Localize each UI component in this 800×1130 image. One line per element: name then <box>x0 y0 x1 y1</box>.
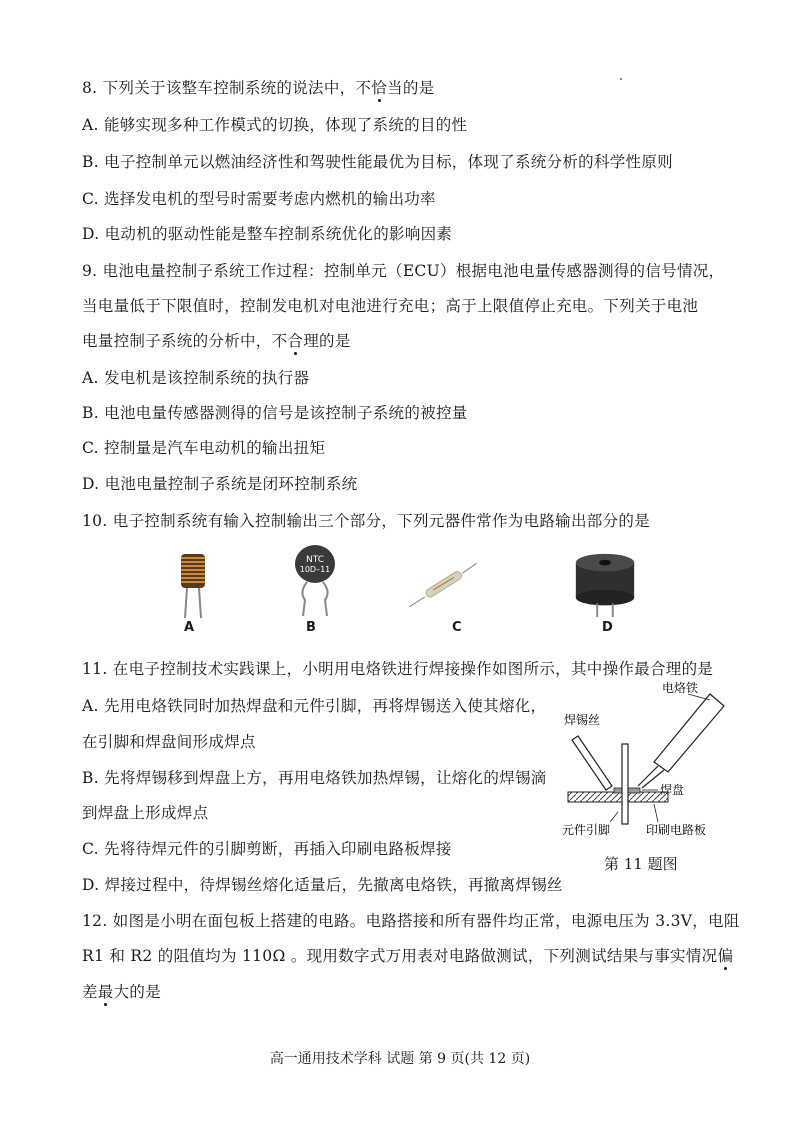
q8-stem-end: 的是 <box>402 79 435 97</box>
component-pin-shape <box>622 744 628 824</box>
q12-stem-end: 的是 <box>129 983 162 1001</box>
option-d-label: D <box>602 620 613 635</box>
q8-option-b: B. 电子控制单元以燃油经济性和驾驶性能最优为目标，体现了系统分析的科学性原则 <box>82 153 673 171</box>
q11-option-a-line1: A. 先用电烙铁同时加热焊盘和元件引脚，再将焊锡送入使其熔化， <box>82 697 547 715</box>
solder-wire-label: 焊锡丝 <box>564 713 601 727</box>
q9-option-d: D. 电池电量控制子系统是闭环控制系统 <box>82 475 358 493</box>
q12-stem-emphasis-1: 偏 <box>717 947 734 965</box>
q9-stem-text: 电量控制子系统的分析中， <box>82 332 272 350</box>
q12-stem-emphasis-2: 差最大 <box>82 983 130 1001</box>
q11-option-a-line2: 在引脚和焊盘间形成焊点 <box>82 733 256 751</box>
q11-option-b-line1: B. 先将焊锡移到焊盘上方，再用电烙铁加热焊锡，让熔化的焊锡滴 <box>82 769 547 787</box>
q8-stem-emphasis: 不恰当 <box>355 79 403 97</box>
q8-option-d: D. 电动机的驱动性能是整车控制系统优化的影响因素 <box>82 225 453 243</box>
q9-stem-line2: 当电量低于下限值时，控制发电机对电池进行充电；高于上限值停止充电。下列关于电池 <box>82 297 699 315</box>
q9-option-b: B. 电池电量传感器测得的信号是该控制子系统的被控量 <box>82 404 468 422</box>
q11-option-b-line2: 到焊盘上形成焊点 <box>82 804 209 822</box>
q10-stem: 10. 电子控制系统有输入控制输出三个部分，下列元器件常作为电路输出部分的是 <box>82 512 650 530</box>
scan-mark <box>620 78 622 80</box>
q9-stem-line1: 9. 电池电量控制子系统工作过程：控制单元（ECU）根据电池电量传感器测得的信号情况， <box>82 262 725 280</box>
ntc-label-top: NTC <box>306 555 324 565</box>
option-a-label: A <box>184 620 195 635</box>
soldering-iron-shape <box>654 694 724 772</box>
buzzer-image <box>570 548 640 620</box>
q8-stem <box>82 76 434 98</box>
q11-stem: 11. 在电子控制技术实践课上，小明用电烙铁进行焊接操作如图所示，其中操作最合理的是 <box>82 660 714 678</box>
page-footer: 高一通用技术学科 试题 第 9 页(共 12 页) <box>269 1051 531 1067</box>
q9-option-a: A. 发电机是该控制系统的执行器 <box>82 369 310 387</box>
q9-stem-end: 的是 <box>319 332 351 350</box>
solder-wire-shape <box>572 736 612 790</box>
q12-stem-text: R1 和 R2 的阻值均为 110Ω 。现用数字式万用表对电路做测试，下列测试结果与事实情况 <box>82 947 718 965</box>
iron-label: 电烙铁 <box>662 681 699 695</box>
q12-stem-line3 <box>82 980 161 1002</box>
ntc-label-bottom: 10D–11 <box>299 565 331 574</box>
q11-option-d: D. 焊接过程中，待焊锡丝熔化适量后，先撤离电烙铁，再撤离焊锡丝 <box>82 876 563 894</box>
q8-stem-text: 8. 下列关于该整车控制系统的说法中， <box>82 79 356 97</box>
option-b-label: B <box>306 620 316 635</box>
soldering-diagram <box>558 680 728 840</box>
inductor-image <box>158 548 228 620</box>
pad-label: 焊盘 <box>660 783 685 797</box>
pin-label: 元件引脚 <box>562 823 611 837</box>
reed-switch-image <box>408 550 478 620</box>
ntc-thermistor-image <box>280 544 350 618</box>
q9-stem-emphasis: 不合理 <box>271 332 320 350</box>
q12-stem-line1: 12. 如图是小明在面包板上搭建的电路。电路搭接和所有器件均正常，电源电压为 3.3V，电阻 <box>82 912 740 930</box>
q12-stem-line2 <box>82 944 733 966</box>
pcb-label: 印刷电路板 <box>646 823 707 837</box>
q8-option-c: C. 选择发电机的型号时需要考虑内燃机的输出功率 <box>82 190 436 208</box>
q9-option-c: C. 控制量是汽车电动机的输出扭矩 <box>82 439 326 457</box>
option-c-label: C <box>452 620 462 635</box>
q9-stem-line3 <box>82 329 351 351</box>
q8-option-a: A. 能够实现多种工作模式的切换，体现了系统的目的性 <box>82 116 468 134</box>
q11-option-c: C. 先将待焊元件的引脚剪断，再插入印刷电路板焊接 <box>82 840 452 858</box>
figure-11-caption: 第 11 题图 <box>604 855 678 873</box>
